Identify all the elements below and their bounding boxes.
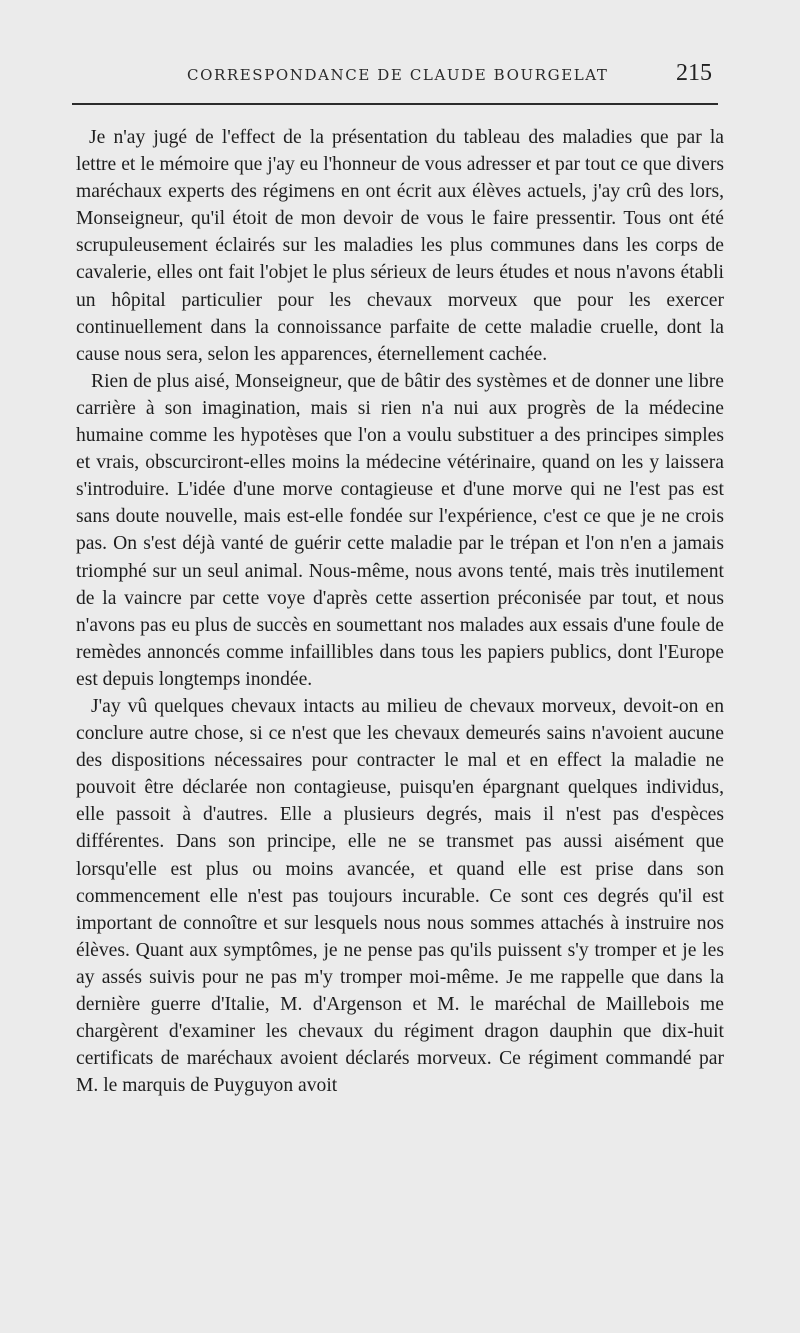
paragraph-3: J'ay vû quelques chevaux intacts au milieu de chevaux morveux, devoit-on en conclure autre chose, si ce n'est que les chevaux demeurés sains n'avoient aucune des dispositions nécessaires pour contracter le mal et en effect la maladie ne pouvoit être déclarée non contagieuse, puisqu'en épargnant quelques individus, elle passoit à d'autres. Elle a plusieurs degrés, mais il n'est pas d'espèces différentes. Dans son principe, elle ne se transmet pas aussi aisément que lorsqu'elle est plus ou moins avancée, et quand elle est prise dans son commencement elle n'est pas toujours incurable. Ce sont ces degrés qu'il est important de connoître et sur lesquels nous nous sommes attachés à instruire nos élèves. Quant aux symptômes, je ne pense pas qu'ils puissent s'y tromper et je les ay assés suivis pour ne pas m'y tromper moi-même. Je me rappelle que dans la dernière guerre d'Italie, M. d'Argenson et M. le maréchal de Maillebois me chargèrent d'examiner les chevaux du régiment dragon dauphin que dix-huit certificats de maréchaux avoient déclarés morveux. Ce régiment commandé par M. le marquis de Puyguyon avoit [76, 695, 724, 1097]
paragraph-1: Je n'ay jugé de l'effect de la présentation du tableau des maladies que par la lettre et le mémoire que j'ay eu l'honneur de vous adresser et par tout ce que divers maréchaux experts des régimens en ont écrit aux élèves actuels, j'ay crû des lors, Monseigneur, qu'il étoit de mon devoir de vous le faire pressentir. Tous ont été scrupuleusement éclairés sur les maladies les plus communes dans les corps de cavalerie, elles ont fait l'objet le plus sérieux de leurs études et nous n'avons établi un hôpital particulier pour les chevaux morveux que pour les exercer continuellement dans la connoissance parfaite de cette maladie cruelle, dont la cause nous sera, selon les apparences, éternellement cachée. [76, 127, 724, 365]
body-text [76, 124, 724, 1099]
paragraph-2: Rien de plus aisé, Monseigneur, que de bâtir des systèmes et de donner une libre carrière à son imagination, mais si rien n'a nui aux progrès de la médecine humaine comme les hypotèses que l'on a voulu substituer a des principes simples et vrais, obscurciront-elles moins la médecine vétérinaire, quand on les y laissera s'introduire. L'idée d'une morve contagieuse et d'une morve qui ne l'est pas est sans doute nouvelle, mais est-elle fondée sur l'expérience, c'est ce que je ne crois pas. On s'est déjà vanté de guérir cette maladie par le trépan et l'on n'en a jamais triomphé sur un seul animal. Nous-même, nous avons tenté, mais très inutilement de la vaincre par cette voye d'après cette assertion préconisée par tout, et nous n'avons pas eu plus de succès en soumettant nos malades aux essais d'une foule de remèdes annoncés comme infaillibles dans tous les papiers publics, dont l'Europe est depuis longtemps inondée. [76, 370, 724, 690]
running-title: CORRESPONDANCE DE CLAUDE BOURGELAT [187, 66, 609, 84]
header-rule [72, 103, 718, 105]
running-head [72, 60, 718, 90]
page-number: 215 [676, 60, 712, 86]
